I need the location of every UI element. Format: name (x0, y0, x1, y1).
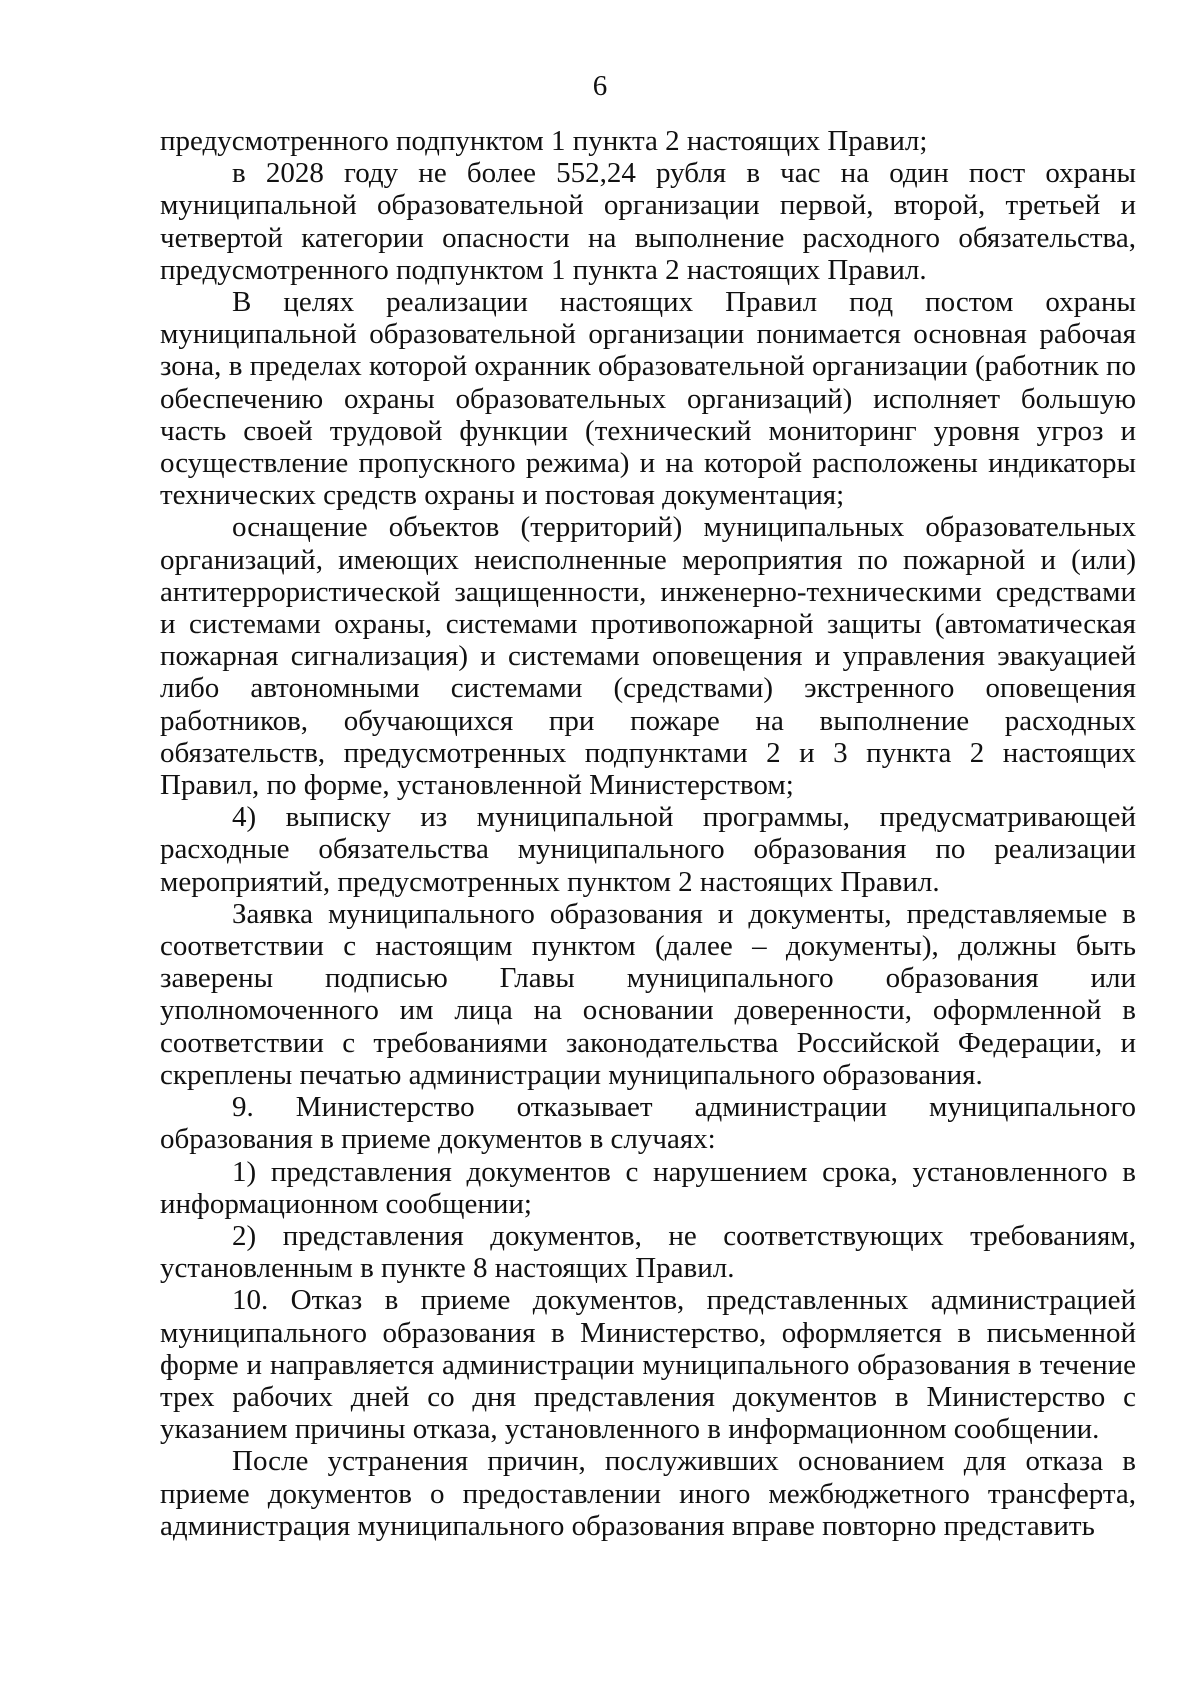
paragraph-clause-9: 9. Министерство отказывает администрации муниципального образования в приеме документов в случаях: (160, 1091, 1136, 1156)
paragraph-equipment: оснащение объектов (территорий) муниципальных образовательных организаций, имеющих неисполненные мероприятия по пожарной и (или) антитеррористической защищенности, инженерно-техническими средствами и системами охраны, системами противопожарной защиты (автоматическая пожарная сигнализация) и системами оповещения и управления эвакуацией либо автономными системами (средствами) экстренного оповещения работников, обучающихся при пожаре на выполнение расходных обязательств, предусмотренных подпунктами 2 и 3 пункта 2 настоящих Правил, по форме, установленной Министерством; (160, 511, 1136, 802)
paragraph-application-certification: Заявка муниципального образования и документы, представляемые в соответствии с настоящим пунктом (далее – документы), должны быть заверены подписью Главы муниципального образования или уполномоченного им лица на основании доверенности, оформленной в соответствии с требованиями законодательства Российской Федерации, и скреплены печатью администрации муниципального образования. (160, 897, 1136, 1091)
paragraph-item-4: 4) выписку из муниципальной программы, предусматривающей расходные обязательства муниципального образования по реализации мероприятий, предусмотренных пунктом 2 настоящих Правил. (160, 801, 1136, 898)
paragraph-resubmission: После устранения причин, послуживших основанием для отказа в приеме документов о предоставлении иного межбюджетного трансферта, администрация муниципального образования вправе повторно представить (160, 1445, 1136, 1542)
paragraph-clause-10: 10. Отказ в приеме документов, представленных администрацией муниципального образования в Министерство, оформляется в письменной форме и направляется администрации муниципального образования в течение трех рабочих дней со дня представления документов в Министерство с указанием причины отказа, установленного в информационном сообщении. (160, 1284, 1136, 1446)
paragraph-2028-rate: в 2028 году не более 552,24 рубля в час на один пост охраны муниципальной образовательной организации первой, второй, третьей и четвертой категории опасности на выполнение расходного обязательства, предусмотренного подпунктом 1 пункта 2 настоящих Правил. (160, 157, 1136, 286)
paragraph-guard-post-definition: В целях реализации настоящих Правил под постом охраны муниципальной образовательной организации понимается основная рабочая зона, в пределах которой охранник образовательной организации (работник по обеспечению охраны образовательных организаций) исполняет большую часть своей трудовой функции (технический мониторинг уровня угроз и осуществление пропускного режима) и на которой расположены индикаторы технических средств охраны и постовая документация; (160, 286, 1136, 512)
paragraph-clause-9-item-1: 1) представления документов с нарушением срока, установленного в информационном сообщении; (160, 1155, 1136, 1220)
document-body (160, 125, 1136, 1542)
paragraph-clause-9-item-2: 2) представления документов, не соответствующих требованиям, установленным в пункте 8 настоящих Правил. (160, 1219, 1136, 1285)
paragraph-continuation: предусмотренного подпунктом 1 пункта 2 настоящих Правил; (160, 125, 928, 157)
page-number: 6 (592, 70, 608, 102)
